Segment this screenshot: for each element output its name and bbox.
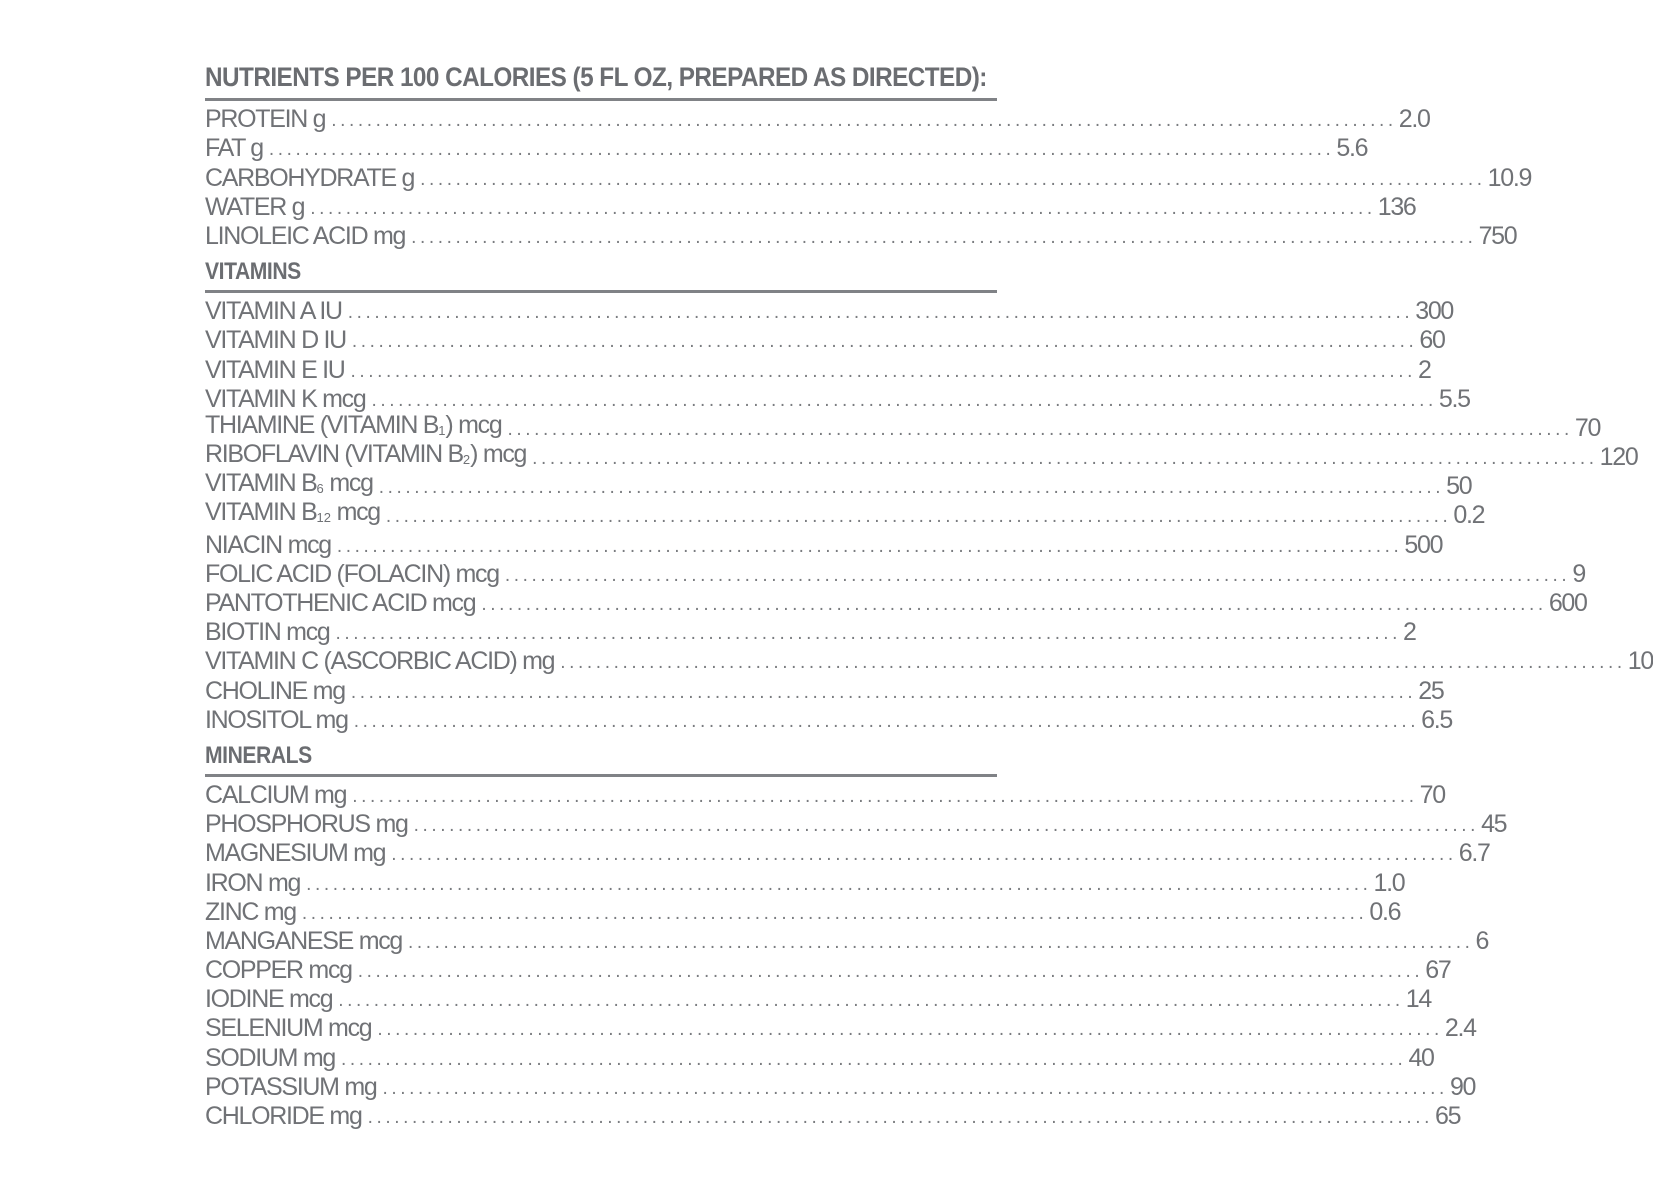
nutrient-label — [205, 927, 408, 956]
nutrient-value: 300 — [1415, 297, 1454, 326]
nutrient-label — [205, 1014, 377, 1043]
nutrient-value: 5.6 — [1336, 134, 1368, 163]
nutrient-value: 2 — [1402, 618, 1416, 647]
nutrient-section — [205, 256, 1653, 735]
nutrient-label — [205, 810, 414, 839]
nutrient-row — [205, 1072, 1476, 1102]
nutrient-row — [205, 105, 1430, 134]
nutrient-row — [205, 985, 1431, 1014]
nutrient-label — [205, 781, 352, 810]
dot-leader: ........................................................................................................................ — [350, 360, 1416, 382]
nutrient-label — [205, 1044, 341, 1073]
nutrient-row — [205, 647, 1653, 676]
nutrient-label — [205, 469, 379, 501]
nutrient-value: 45 — [1481, 810, 1507, 839]
nutrient-name: SODIUM mg — [205, 1043, 335, 1072]
nutrient-label — [205, 956, 358, 985]
nutrient-value: 2.4 — [1444, 1014, 1476, 1043]
nutrient-row — [205, 559, 1585, 589]
nutrient-name: VITAMIN E IU — [205, 355, 345, 384]
nutrient-name: VITAMIN C (ASCORBIC ACID) mg — [205, 647, 555, 676]
nutrient-value: 750 — [1478, 221, 1517, 250]
nutrient-name: THIAMINE (VITAMIN B — [205, 410, 439, 439]
dot-leader: ........................................................................................................................ — [336, 535, 1403, 557]
nutrient-value: 2 — [1417, 355, 1431, 384]
nutrient-row — [205, 355, 1431, 384]
nutrient-name: CARBOHYDRATE g — [205, 163, 415, 192]
nutrient-row — [205, 498, 1485, 530]
nutrient-label — [205, 1102, 368, 1131]
dot-leader: ........................................................................................................................ — [507, 418, 1573, 440]
dot-leader: ........................................................................................................................ — [378, 477, 1445, 499]
nutrient-name: VITAMIN B — [205, 469, 317, 498]
nutrient-sections — [205, 105, 1653, 1131]
dot-leader: ........................................................................................................................ — [391, 844, 1457, 866]
nutrient-row — [205, 839, 1490, 868]
dot-leader: ........................................................................................................................ — [268, 139, 1335, 161]
nutrient-subscript: 6 — [316, 481, 324, 497]
nutrient-row — [205, 705, 1453, 735]
nutrient-name: PROTEIN g — [205, 105, 326, 134]
nutrient-row — [205, 297, 1454, 326]
dot-leader: ........................................................................................................................ — [331, 110, 1397, 132]
nutrient-name: POTASSIUM mg — [205, 1072, 377, 1101]
dot-leader: ........................................................................................................................ — [413, 815, 1480, 837]
nutrient-value: 500 — [1404, 530, 1443, 559]
nutrient-label — [205, 677, 351, 706]
dot-leader: ........................................................................................................................ — [306, 873, 1372, 895]
nutrient-value: 65 — [1435, 1102, 1461, 1130]
dot-leader: ........................................................................................................................ — [532, 448, 1598, 470]
nutrient-name: SELENIUM mcg — [205, 1014, 372, 1043]
nutrient-row — [205, 469, 1472, 501]
nutrient-value: 50 — [1446, 472, 1472, 501]
dot-leader: ........................................................................................................................ — [335, 623, 1401, 645]
nutrient-label — [205, 1073, 382, 1102]
nutrient-name: VITAMIN B — [205, 498, 317, 527]
nutrient-section — [205, 740, 1507, 1131]
nutrient-unit: mcg — [323, 469, 373, 498]
nutrient-name: VITAMIN D IU — [205, 326, 346, 355]
nutrient-label — [205, 385, 371, 414]
nutrient-label — [205, 706, 354, 735]
nutrient-row — [205, 926, 1489, 956]
nutrient-value: 600 — [1548, 589, 1587, 617]
nutrient-name: COPPER mcg — [205, 956, 352, 985]
nutrient-unit: ) mcg — [470, 440, 527, 469]
nutrient-label — [205, 839, 391, 868]
nutrient-unit: mcg — [330, 498, 380, 527]
nutrient-value: 9 — [1572, 559, 1585, 588]
nutrient-value: 14 — [1405, 985, 1431, 1014]
nutrient-label — [205, 589, 481, 618]
nutrient-row — [205, 326, 1445, 355]
title-rule — [205, 98, 997, 101]
nutrient-label — [205, 985, 338, 1014]
nutrient-name: NIACIN mcg — [205, 530, 331, 559]
dot-leader: ........................................................................................................................ — [351, 331, 1418, 353]
nutrient-name: FAT g — [205, 134, 263, 163]
nutrient-value: 120 — [1599, 443, 1638, 472]
nutrient-subscript: 12 — [316, 510, 331, 526]
nutrient-unit: ) mcg — [445, 410, 502, 439]
dot-leader: ........................................................................................................................ — [357, 961, 1424, 983]
nutrient-value: 2.0 — [1398, 105, 1430, 134]
nutrient-label — [205, 222, 411, 251]
nutrient-label — [205, 356, 351, 385]
nutrient-label — [205, 560, 505, 589]
section-heading: VITAMINS — [205, 257, 301, 285]
nutrient-label — [205, 326, 352, 355]
nutrient-row — [205, 530, 1443, 559]
nutrient-value: 10 — [1627, 647, 1653, 676]
nutrient-name: MANGANESE mcg — [205, 926, 403, 955]
section-rule — [205, 774, 997, 777]
nutrient-name: FOLIC ACID (FOLACIN) mcg — [205, 559, 499, 588]
dot-leader: ........................................................................................................................ — [420, 168, 1486, 190]
nutrient-name: PHOSPHORUS mg — [205, 810, 408, 839]
dot-leader: ........................................................................................................................ — [352, 785, 1418, 807]
dot-leader: ........................................................................................................................ — [408, 931, 1474, 953]
nutrient-row — [205, 1043, 1434, 1072]
nutrient-panel — [205, 58, 1653, 1131]
nutrient-value: 6.7 — [1458, 839, 1490, 868]
nutrient-row — [205, 192, 1416, 222]
dot-leader: ........................................................................................................................ — [301, 902, 1368, 924]
nutrient-value: 25 — [1418, 676, 1444, 705]
nutrient-value: 67 — [1425, 956, 1451, 985]
nutrient-row — [205, 410, 1601, 443]
nutrient-value: 6 — [1475, 926, 1489, 955]
nutrient-value: 10.9 — [1487, 163, 1532, 192]
nutrient-value: 60 — [1419, 326, 1445, 355]
dot-leader: ........................................................................................................................ — [371, 389, 1437, 411]
nutrient-row — [205, 221, 1517, 251]
nutrient-name: BIOTIN mcg — [205, 618, 330, 647]
dot-leader: ........................................................................................................................ — [385, 506, 1452, 528]
nutrient-name: CHOLINE mg — [205, 676, 345, 705]
nutrient-row — [205, 956, 1451, 985]
nutrient-row — [205, 780, 1445, 810]
nutrient-name: VITAMIN K mcg — [205, 384, 366, 413]
nutrient-name: PANTOTHENIC ACID mcg — [205, 589, 476, 617]
nutrient-label — [205, 618, 336, 647]
nutrient-name: ZINC mg — [205, 897, 296, 926]
nutrient-row — [205, 440, 1638, 472]
panel-title: NUTRIENTS PER 100 CALORIES (5 FL OZ, PREPARED AS DIRECTED): — [205, 62, 987, 92]
nutrient-value: 70 — [1419, 780, 1445, 809]
nutrient-row — [205, 868, 1405, 897]
nutrient-row — [205, 810, 1507, 839]
dot-leader: ........................................................................................................................ — [310, 197, 1376, 219]
nutrient-section — [205, 105, 1532, 251]
nutrient-label — [205, 193, 310, 222]
nutrient-value: 136 — [1377, 192, 1416, 221]
nutrient-label — [205, 531, 337, 560]
nutrient-row — [205, 676, 1444, 705]
nutrient-label — [205, 297, 348, 326]
nutrient-label — [205, 134, 269, 163]
nutrient-row — [205, 1014, 1476, 1043]
nutrient-label — [205, 647, 560, 676]
nutrient-row — [205, 589, 1587, 618]
nutrient-name: IRON mg — [205, 868, 301, 897]
nutrient-name: VITAMIN A IU — [205, 297, 342, 326]
dot-leader: ........................................................................................................................ — [350, 681, 1417, 703]
nutrient-row — [205, 897, 1401, 927]
dot-leader: ........................................................................................................................ — [367, 1107, 1434, 1128]
nutrient-value: 0.6 — [1369, 897, 1401, 926]
dot-leader: ........................................................................................................................ — [347, 302, 1414, 324]
nutrient-name: IODINE mcg — [205, 985, 333, 1014]
section-heading: MINERALS — [205, 741, 312, 769]
nutrient-label — [205, 869, 306, 898]
dot-leader: ........................................................................................................................ — [377, 1019, 1443, 1041]
dot-leader: ........................................................................................................................ — [353, 710, 1420, 732]
nutrient-name: RIBOFLAVIN (VITAMIN B — [205, 440, 463, 469]
nutrient-row — [205, 134, 1368, 163]
nutrient-name: CALCIUM mg — [205, 780, 347, 809]
section-rule — [205, 290, 997, 293]
nutrient-label — [205, 411, 507, 443]
nutrient-row — [205, 1102, 1461, 1131]
nutrient-name: MAGNESIUM mg — [205, 839, 386, 868]
dot-leader: ........................................................................................................................ — [382, 1077, 1448, 1099]
dot-leader: ........................................................................................................................ — [481, 594, 1547, 615]
nutrient-subscript: 2 — [462, 452, 471, 468]
nutrient-value: 1.0 — [1373, 868, 1405, 897]
nutrient-row — [205, 384, 1470, 414]
nutrient-value: 0.2 — [1453, 501, 1485, 530]
nutrient-value: 5.5 — [1438, 384, 1470, 413]
nutrient-row — [205, 163, 1532, 192]
nutrient-value: 6.5 — [1421, 705, 1453, 734]
nutrient-name: LINOLEIC ACID mg — [205, 221, 406, 250]
dot-leader: ........................................................................................................................ — [504, 564, 1571, 586]
nutrient-label — [205, 105, 331, 134]
nutrient-label — [205, 898, 302, 927]
nutrient-value: 90 — [1449, 1072, 1476, 1101]
nutrient-row — [205, 618, 1416, 647]
nutrient-value: 70 — [1574, 413, 1601, 442]
dot-leader: ........................................................................................................................ — [338, 990, 1404, 1012]
nutrient-label — [205, 440, 532, 472]
nutrient-label — [205, 164, 420, 193]
nutrient-value: 40 — [1408, 1043, 1434, 1072]
nutrient-name: CHLORIDE mg — [205, 1102, 362, 1130]
nutrient-subscript: 1 — [438, 422, 446, 438]
nutrient-name: WATER g — [205, 192, 305, 221]
dot-leader: ........................................................................................................................ — [340, 1048, 1407, 1070]
nutrient-name: INOSITOL mg — [205, 705, 348, 734]
dot-leader: ........................................................................................................................ — [560, 652, 1626, 674]
dot-leader: ........................................................................................................................ — [411, 226, 1477, 248]
nutrient-label — [205, 498, 386, 530]
